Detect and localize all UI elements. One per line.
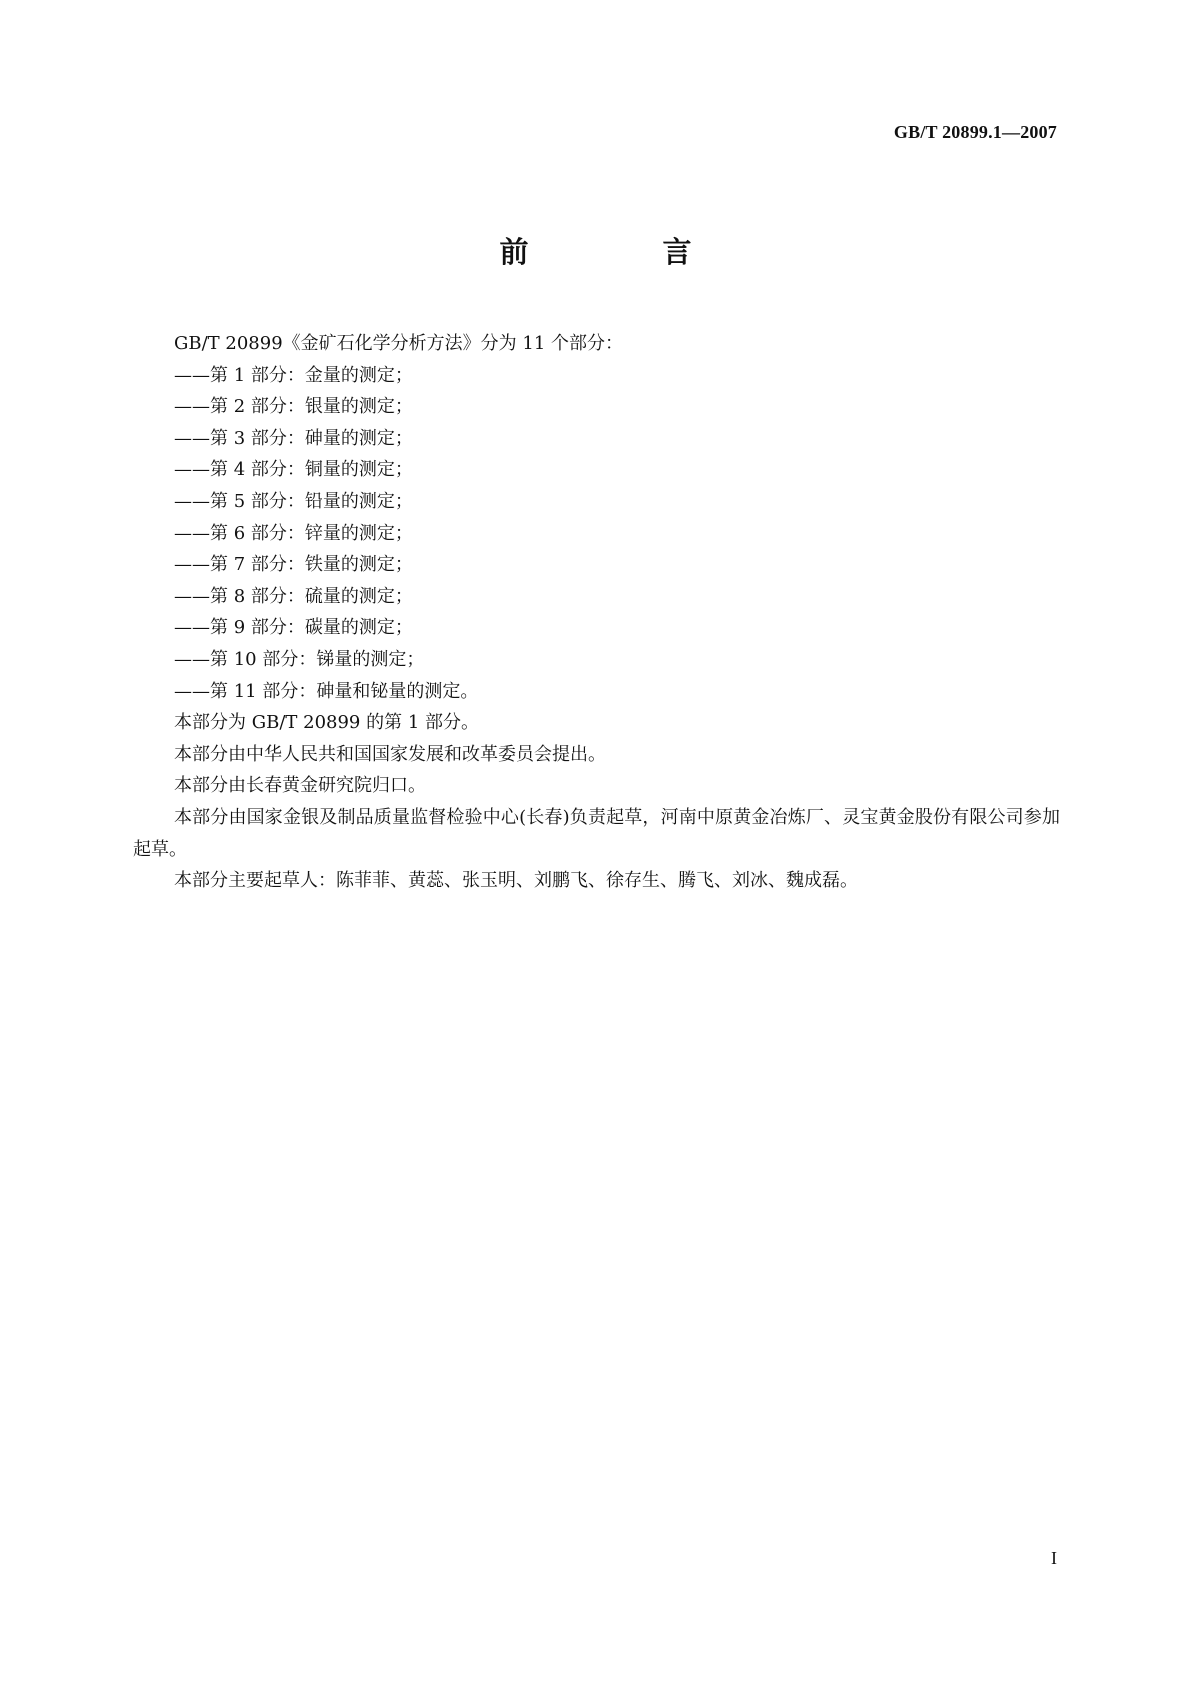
part-list-item: ——第 3 部分：砷量的测定；: [174, 427, 413, 449]
page-title: 前 言: [499, 235, 754, 269]
drafters-paragraph: 本部分主要起草人：陈菲菲、黄蕊、张玉明、刘鹏飞、徐存生、腾飞、刘冰、魏成磊。: [174, 870, 858, 892]
part-list-item: ——第 5 部分：铅量的测定；: [174, 490, 413, 512]
part-list-item: ——第 2 部分：银量的测定；: [174, 396, 413, 418]
part-list-item: ——第 6 部分：锌量的测定；: [174, 522, 413, 544]
part-list-item: ——第 4 部分：铜量的测定；: [174, 459, 413, 481]
document-code: GB/T 20899.1—2007: [893, 122, 1057, 142]
drafting-units-paragraph: 本部分由国家金银及制品质量监督检验中心(长春)负责起草，河南中原黄金冶炼厂、灵宝黄金股份有限公司参加起草。: [133, 806, 1060, 860]
part-statement-paragraph: 本部分为 GB/T 20899 的第 1 部分。: [174, 712, 479, 734]
preface-body: [133, 328, 1060, 897]
part-list-item: ——第 1 部分：金量的测定；: [174, 364, 413, 386]
part-list-item: ——第 7 部分：铁量的测定；: [174, 554, 413, 576]
part-list-item: ——第 8 部分：硫量的测定；: [174, 585, 413, 607]
proposer-paragraph: 本部分由中华人民共和国国家发展和改革委员会提出。: [174, 743, 606, 765]
page-number: I: [1051, 1548, 1057, 1568]
part-list-item: ——第 9 部分：碳量的测定；: [174, 617, 413, 639]
intro-paragraph: GB/T 20899《金矿石化学分析方法》分为 11 个部分：: [174, 333, 624, 354]
administration-paragraph: 本部分由长春黄金研究院归口。: [174, 775, 426, 797]
part-list-item: ——第 10 部分：锑量的测定；: [174, 648, 425, 670]
part-list-item: ——第 11 部分：砷量和铋量的测定。: [174, 680, 479, 702]
